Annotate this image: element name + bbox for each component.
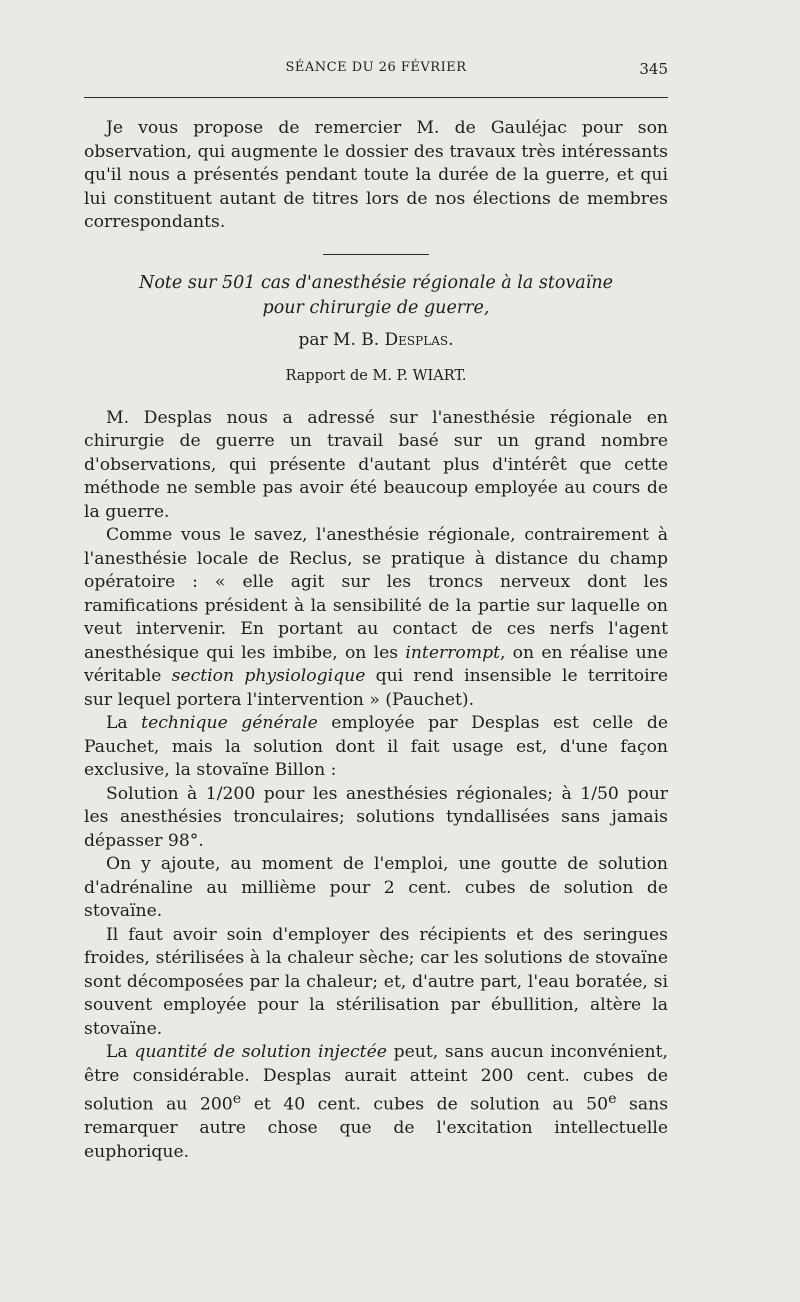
- paragraph-7-text-d: sans remarquer autre chose que de l'excitation intellectuelle euphorique.: [84, 1094, 669, 1162]
- intro-paragraph: Je vous propose de remercier M. de Gauléjac pour son observation, qui augmente le dossier des travaux très intéressants qu'il nous a présentés pendant toute la durée de la guerre, et qui lui constituent autant de titres lors de nos élections de membres correspondants.: [84, 118, 668, 232]
- paragraph-7-emphasis: quantité de solution injectée: [134, 1042, 387, 1062]
- paragraph-2-text-c: qui rend insensible le territoire sur lequel portera l'intervention » (Pauchet).: [84, 666, 669, 710]
- header-rule: [84, 97, 668, 98]
- paragraph-3: [84, 712, 668, 783]
- paragraph-2-text-a: Comme vous le savez, l'anesthésie régionale, contrairement à l'anesthésie locale de Reclus, se pratique à distance du champ opératoire : « elle agit sur les troncs nerveux dont les ramifications président à la sensibilité de la partie sur laquelle on veut intervenir. En portant au contact de ces nerfs l'agent anesthésique qui les imbibe, on les: [84, 525, 668, 663]
- section-separator: [323, 254, 429, 255]
- superscript-e-1: e: [232, 1091, 242, 1107]
- paragraph-2: [84, 524, 668, 712]
- author-prefix: par M. B.: [298, 329, 385, 350]
- page-number: 345: [639, 60, 668, 78]
- paragraph-5: On y ajoute, au moment de l'emploi, une goutte de solution d'adrénaline au millième pour 2 cent. cubes de solution de stovaïne.: [84, 854, 668, 921]
- page-header: [84, 60, 668, 84]
- paragraph-3-text-a: La: [106, 713, 142, 733]
- running-title: SÉANCE DU 26 FÉVRIER: [285, 60, 467, 75]
- paragraph-2-emphasis-1: interrompt: [405, 642, 500, 663]
- author-name: Desplas.: [384, 329, 454, 350]
- paragraph-4: Solution à 1/200 pour les anesthésies régionales; à 1/50 pour les anesthésies tronculaires; solutions tyndallisées sans jamais dépasser 98°.: [84, 783, 668, 851]
- paragraph-2-text-b: , on en réalise une véritable: [84, 642, 668, 686]
- paragraph-7-text-b: peut, sans aucun inconvénient, être considérable. Desplas aurait atteint 200 cent. cubes de solution au 200: [84, 1042, 668, 1115]
- paragraph-6: Il faut avoir soin d'employer des récipients et des seringues froides, stérilisées à la chaleur sèche; car les solutions de stovaïne sont décomposées par la chaleur; et, d'autre part, l'eau boratée, si souvent employée pour la stérilisation par ébullition, altère la stovaïne.: [84, 924, 668, 1039]
- article-author: [84, 329, 668, 353]
- superscript-e-2: e: [608, 1091, 617, 1107]
- paragraph-7-text-a: La: [106, 1042, 135, 1062]
- paragraph-3-emphasis: technique générale: [141, 713, 318, 733]
- report-attribution: Rapport de M. P. WIART.: [285, 368, 467, 384]
- paragraph-3-text-b: employée par Desplas est celle de Pauchet, mais la solution dont il fait usage est, d'une façon exclusive, la stovaïne Billon :: [84, 713, 669, 780]
- article-title-line-2: pour chirurgie de guerre,: [262, 297, 490, 318]
- paragraph-7-text-c: et 40 cent. cubes de solution au 50: [241, 1094, 609, 1115]
- article-title: [84, 271, 668, 321]
- paragraph-7: [84, 1041, 668, 1164]
- page-body: [84, 117, 668, 1164]
- paragraph-1: M. Desplas nous a adressé sur l'anesthésie régionale en chirurgie de guerre un travail basé sur un grand nombre d'observations, qui présente d'autant plus d'intérêt que cette méthode ne semble pas avoir été beaucoup employée au cours de la guerre.: [84, 407, 668, 522]
- article-title-line-1: Note sur 501 cas d'anesthésie régionale à la stovaïne: [139, 272, 613, 293]
- paragraph-2-emphasis-2: section physiologique: [171, 666, 366, 686]
